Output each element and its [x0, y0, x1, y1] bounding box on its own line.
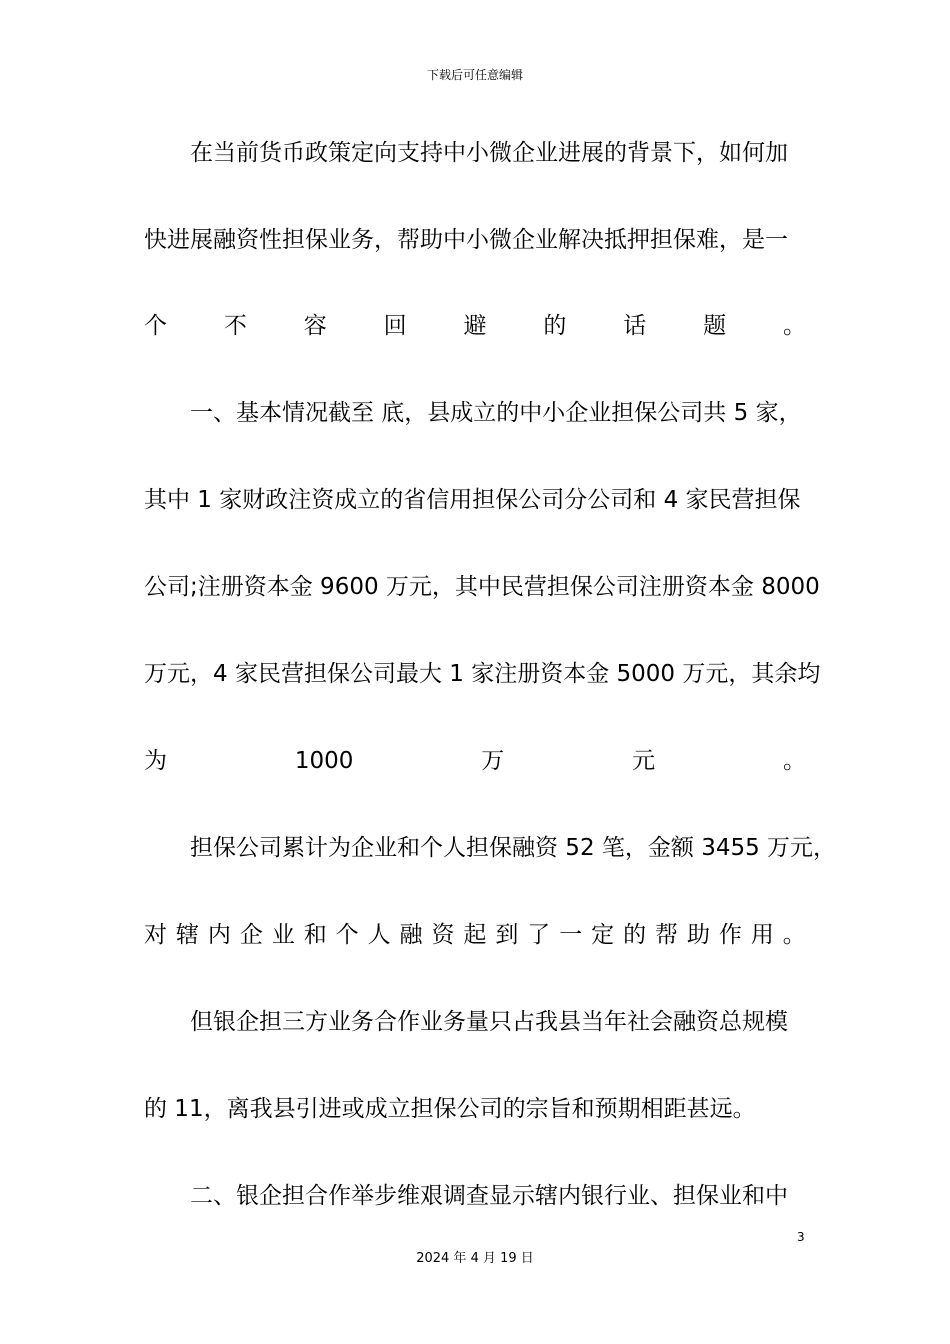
char: 个	[144, 313, 167, 339]
paragraph-line: 其中 1 家财政注资成立的省信用担保公司分公司和 4 家民营担保	[144, 487, 801, 513]
char: 一	[559, 922, 583, 948]
char: 。	[783, 313, 806, 339]
footer-date: 2024 年 4 月 19 日	[416, 1251, 534, 1266]
char: 的	[543, 313, 567, 339]
char: 不	[223, 313, 247, 339]
char: 和	[303, 922, 327, 948]
paragraph-line: 担保公司累计为企业和个人担保融资 52 笔，金额 3455 万元，	[190, 835, 837, 861]
char: 个	[335, 922, 359, 948]
char: 话	[623, 313, 647, 339]
char: 了	[527, 922, 551, 948]
char: 作	[718, 922, 742, 948]
char: 帮	[655, 922, 678, 948]
char: 辖	[175, 922, 199, 948]
char: 业	[271, 922, 295, 948]
char: 助	[686, 922, 710, 948]
paragraph-line: 万元，4 家民营担保公司最大 1 家注册资本金 5000 万元，其余均	[144, 661, 821, 687]
paragraph-line: 在当前货币政策定向支持中小微企业进展的背景下，如何加	[190, 140, 788, 166]
char: 用	[750, 922, 774, 948]
word: 1000	[294, 748, 354, 774]
paragraph-line: 一、基本情况截至 底，县成立的中小企业担保公司共 5 家，	[190, 400, 802, 426]
char: 回	[383, 313, 407, 339]
char: 资	[431, 922, 455, 948]
char: 企	[239, 922, 263, 948]
word: 。	[782, 748, 806, 774]
char: 内	[207, 922, 231, 948]
char: 定	[591, 922, 615, 948]
char: 对	[144, 922, 167, 948]
page-number: 3	[797, 1230, 805, 1244]
char: 。	[782, 922, 806, 948]
word: 元	[632, 748, 656, 774]
char: 起	[463, 922, 487, 948]
word: 为	[144, 748, 167, 774]
paragraph-line: 快进展融资性担保业务，帮助中小微企业解决抵押担保难，是一	[144, 227, 788, 253]
char: 避	[463, 313, 487, 339]
char: 人	[367, 922, 391, 948]
char: 融	[399, 922, 423, 948]
char: 容	[303, 313, 327, 339]
char: 的	[623, 922, 647, 948]
paragraph-line: 二、银企担合作举步维艰调查显示辖内银行业、担保业和中	[190, 1183, 788, 1209]
char: 到	[495, 922, 519, 948]
paragraph-line-justified	[144, 746, 806, 776]
page-header: 下载后可任意编辑	[426, 68, 523, 82]
paragraph-line-justified	[144, 311, 806, 341]
char: 题	[703, 313, 727, 339]
paragraph-line: 公司;注册资本金 9600 万元，其中民营担保公司注册资本金 8000	[144, 574, 820, 600]
paragraph-line-justified	[144, 920, 806, 950]
paragraph-line: 的 11，离我县引进或成立担保公司的宗旨和预期相距甚远。	[144, 1096, 756, 1122]
paragraph-line: 但银企担三方业务合作业务量只占我县当年社会融资总规模	[190, 1009, 788, 1035]
word: 万	[481, 748, 505, 774]
